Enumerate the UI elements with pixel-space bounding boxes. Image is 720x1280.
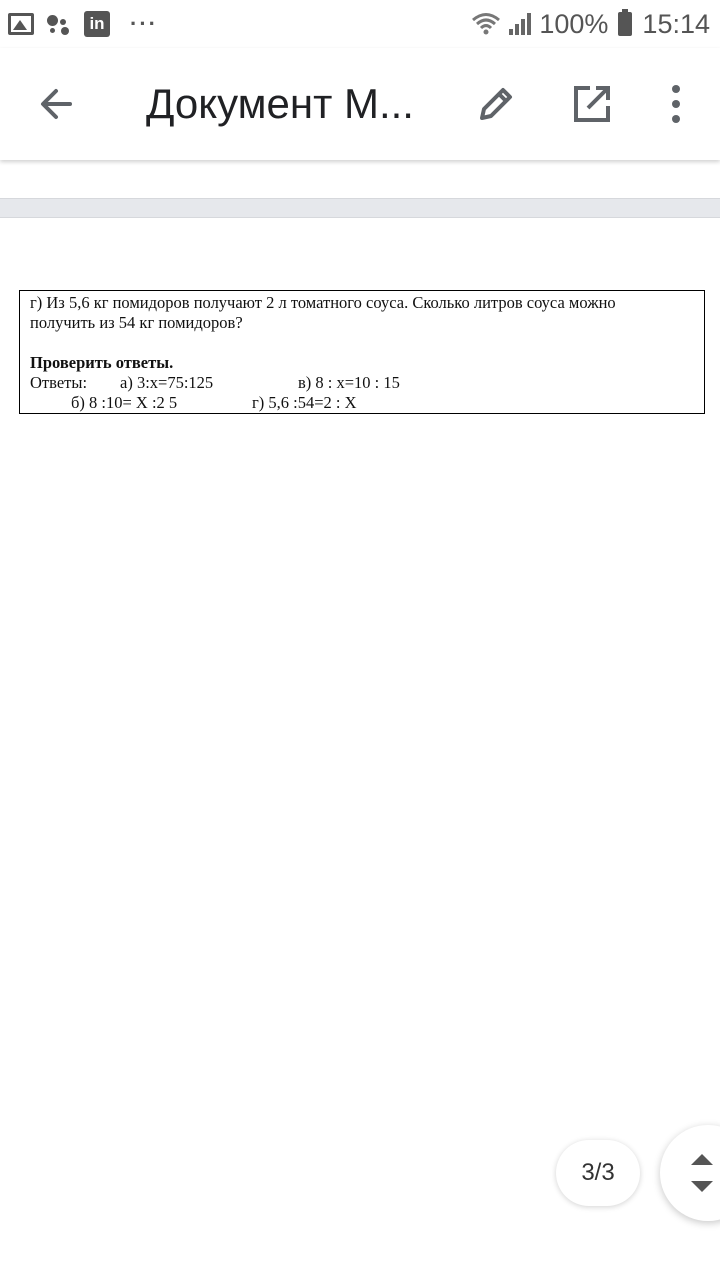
gallery-icon [8, 13, 34, 35]
fast-scroll-button[interactable] [660, 1125, 720, 1221]
check-answers-heading: Проверить ответы. [30, 353, 174, 372]
battery-percent: 100% [539, 8, 609, 39]
notification-icons [8, 10, 158, 38]
answer-v: в) 8 : x=10 : 15 [298, 373, 400, 392]
more-options-button[interactable] [650, 78, 702, 130]
answers-label: Ответы: [30, 373, 88, 392]
answers-row-2 [30, 393, 694, 413]
more-notifications-icon: ··· [130, 11, 158, 36]
back-button[interactable] [30, 78, 82, 130]
assistant-icon [46, 12, 72, 36]
linkedin-icon: in [84, 11, 110, 37]
answer-a: а) 3:x=75:125 [120, 373, 214, 392]
status-bar [0, 0, 720, 48]
back-arrow-icon [30, 78, 82, 130]
document-title: Документ М... [146, 80, 414, 127]
answers-row-1 [30, 373, 694, 393]
answer-b: б) 8 :10= X :2 5 [71, 393, 178, 412]
battery-icon [618, 12, 632, 36]
page-indicator: 3/3 [556, 1140, 640, 1206]
open-external-icon [566, 78, 618, 130]
open-in-app-button[interactable] [566, 78, 618, 130]
clock: 15:14 [642, 8, 710, 39]
signal-icon [507, 11, 533, 37]
task-text-line-2: получить из 54 кг помидоров? [30, 313, 243, 332]
edit-button[interactable] [470, 78, 522, 130]
page-separator [0, 198, 720, 218]
task-text-line-1: г) Из 5,6 кг помидоров получают 2 л томатного соуса. Сколько литров соуса можно [30, 293, 616, 312]
pencil-icon [470, 78, 522, 130]
app-bar [0, 48, 720, 160]
answer-g: г) 5,6 :54=2 : X [252, 393, 357, 412]
wifi-icon [471, 11, 501, 37]
system-indicators [471, 6, 710, 42]
document-task-box [19, 290, 705, 414]
scroll-up-down-icon [660, 1125, 720, 1221]
more-vertical-icon [650, 78, 702, 130]
